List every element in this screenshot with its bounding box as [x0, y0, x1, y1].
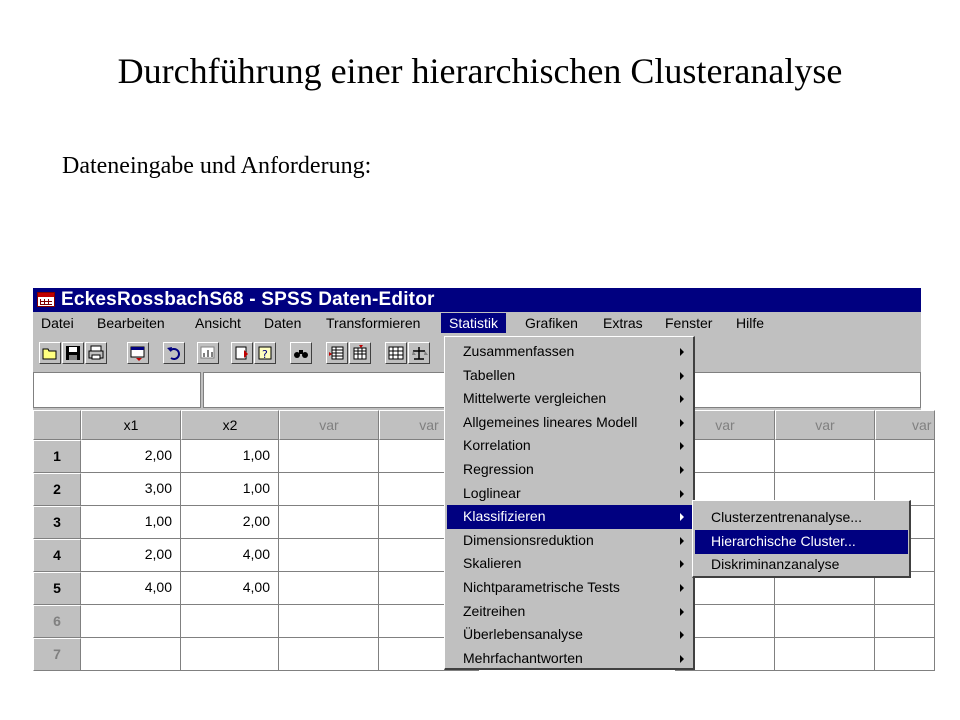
- goto-chart-icon[interactable]: [197, 342, 219, 364]
- klassifizieren-submenu: [692, 500, 911, 578]
- menu-item-dimensionsreduktion[interactable]: Dimensionsreduktion: [447, 529, 692, 553]
- grid-cell[interactable]: [279, 605, 379, 638]
- svg-text:?: ?: [262, 348, 268, 361]
- column-header-var[interactable]: var: [875, 410, 935, 440]
- grid-corner[interactable]: [33, 410, 81, 440]
- menu-item-allgemeines-lineares-modell[interactable]: Allgemeines lineares Modell: [447, 411, 692, 435]
- row-header[interactable]: 1: [33, 440, 81, 473]
- row-header[interactable]: 6: [33, 605, 81, 638]
- menu-item-überlebensanalyse[interactable]: Überlebensanalyse: [447, 623, 692, 647]
- submenu-arrow-icon: [680, 608, 684, 616]
- insert-case-icon[interactable]: [326, 342, 348, 364]
- find-icon[interactable]: [290, 342, 312, 364]
- grid-cell[interactable]: [279, 539, 379, 572]
- grid-cell[interactable]: [875, 440, 935, 473]
- submenu-arrow-icon: [680, 631, 684, 639]
- menu-item-loglinear[interactable]: Loglinear: [447, 482, 692, 506]
- grid-cell[interactable]: 1,00: [181, 473, 279, 506]
- dialog-recall-icon[interactable]: [127, 342, 149, 364]
- menu-item-klassifizieren[interactable]: Klassifizieren: [447, 505, 692, 529]
- menu-item-diskriminanzanalyse[interactable]: Diskriminanzanalyse: [711, 556, 840, 572]
- menu-item-tabellen[interactable]: Tabellen: [447, 364, 692, 388]
- submenu-arrow-icon: [680, 442, 684, 450]
- grid-cell[interactable]: 1,00: [181, 440, 279, 473]
- spreadsheet-icon[interactable]: [37, 292, 55, 307]
- grid-cell[interactable]: [181, 638, 279, 671]
- grid-cell[interactable]: [875, 638, 935, 671]
- statistik-dropdown: [444, 336, 695, 670]
- menu-item-nichtparametrische-tests[interactable]: Nichtparametrische Tests: [447, 576, 692, 600]
- cell-reference-field[interactable]: [33, 372, 201, 408]
- menu-item-mittelwerte-vergleichen[interactable]: Mittelwerte vergleichen: [447, 387, 692, 411]
- grid-cell[interactable]: [279, 440, 379, 473]
- column-header-var[interactable]: var: [279, 410, 379, 440]
- menu-grafiken[interactable]: Grafiken: [525, 315, 578, 331]
- menu-item-mehrfachantworten[interactable]: Mehrfachantworten: [447, 647, 692, 671]
- column-header-x2[interactable]: x2: [181, 410, 279, 440]
- grid-cell[interactable]: 2,00: [181, 506, 279, 539]
- row-header[interactable]: 7: [33, 638, 81, 671]
- menu-item-hierarchische-cluster[interactable]: Hierarchische Cluster...: [695, 530, 908, 554]
- menu-item-clusterzentrenanalyse[interactable]: Clusterzentrenanalyse...: [711, 509, 862, 525]
- row-header[interactable]: 3: [33, 506, 81, 539]
- submenu-arrow-icon: [680, 348, 684, 356]
- submenu-arrow-icon: [680, 513, 684, 521]
- save-icon[interactable]: [62, 342, 84, 364]
- menu-hilfe[interactable]: Hilfe: [736, 315, 765, 331]
- grid-cell[interactable]: [775, 605, 875, 638]
- submenu-arrow-icon: [680, 466, 684, 474]
- menu-item-korrelation[interactable]: Korrelation: [447, 434, 692, 458]
- column-header-x1[interactable]: x1: [81, 410, 181, 440]
- menu-item-zeitreihen[interactable]: Zeitreihen: [447, 600, 692, 624]
- submenu-arrow-icon: [680, 372, 684, 380]
- row-header[interactable]: 5: [33, 572, 81, 605]
- menu-item-skalieren[interactable]: Skalieren: [447, 552, 692, 576]
- grid-cell[interactable]: [775, 638, 875, 671]
- variables-icon[interactable]: [254, 342, 276, 364]
- menu-extras[interactable]: Extras: [603, 315, 643, 331]
- slide-title: Durchführung einer hierarchischen Clusteranalyse: [117, 51, 843, 91]
- menu-fenster[interactable]: Fenster: [665, 315, 713, 331]
- grid-cell[interactable]: [875, 605, 935, 638]
- submenu-arrow-icon: [680, 584, 684, 592]
- menu-ansicht[interactable]: Ansicht: [195, 315, 241, 331]
- menu-datei[interactable]: Datei: [41, 315, 74, 331]
- grid-cell[interactable]: [279, 638, 379, 671]
- menu-item-zusammenfassen[interactable]: Zusammenfassen: [447, 340, 692, 364]
- grid-cell[interactable]: 3,00: [81, 473, 181, 506]
- column-header-var[interactable]: var: [775, 410, 875, 440]
- row-header[interactable]: 4: [33, 539, 81, 572]
- submenu-arrow-icon: [680, 537, 684, 545]
- grid-cell[interactable]: 4,00: [181, 572, 279, 605]
- menu-daten[interactable]: Daten: [264, 315, 302, 331]
- insert-variable-icon[interactable]: [349, 342, 371, 364]
- row-header[interactable]: 2: [33, 473, 81, 506]
- grid-cell[interactable]: 2,00: [81, 440, 181, 473]
- spss-data-editor-window: [33, 288, 932, 670]
- menu-bar: [33, 312, 921, 334]
- submenu-arrow-icon: [680, 560, 684, 568]
- grid-cell[interactable]: 4,00: [81, 572, 181, 605]
- menu-bearbeiten[interactable]: Bearbeiten: [97, 315, 165, 331]
- grid-cell[interactable]: 1,00: [81, 506, 181, 539]
- column-header-var[interactable]: var: [379, 410, 479, 440]
- grid-cell[interactable]: [775, 440, 875, 473]
- submenu-arrow-icon: [680, 419, 684, 427]
- goto-case-icon[interactable]: [231, 342, 253, 364]
- submenu-arrow-icon: [680, 655, 684, 663]
- grid-cell[interactable]: [181, 605, 279, 638]
- grid-cell[interactable]: [81, 605, 181, 638]
- column-header-var[interactable]: var: [675, 410, 775, 440]
- weight-cases-icon[interactable]: [408, 342, 430, 364]
- grid-cell[interactable]: [279, 506, 379, 539]
- menu-transformieren[interactable]: Transformieren: [326, 315, 421, 331]
- grid-cell[interactable]: 2,00: [81, 539, 181, 572]
- grid-cell[interactable]: [279, 572, 379, 605]
- grid-cell[interactable]: [81, 638, 181, 671]
- undo-icon[interactable]: [163, 342, 185, 364]
- slide-subtitle: Dateneingabe und Anforderung:: [62, 153, 372, 179]
- title-bar: [33, 288, 921, 312]
- menu-item-regression[interactable]: Regression: [447, 458, 692, 482]
- grid-cell[interactable]: [279, 473, 379, 506]
- grid-cell[interactable]: 4,00: [181, 539, 279, 572]
- window-title: EckesRossbachS68 - SPSS Daten-Editor: [61, 289, 435, 310]
- open-icon[interactable]: [39, 342, 61, 364]
- print-icon[interactable]: [85, 342, 107, 364]
- submenu-arrow-icon: [680, 490, 684, 498]
- menu-statistik[interactable]: Statistik: [441, 313, 506, 333]
- split-file-icon[interactable]: [385, 342, 407, 364]
- submenu-arrow-icon: [680, 395, 684, 403]
